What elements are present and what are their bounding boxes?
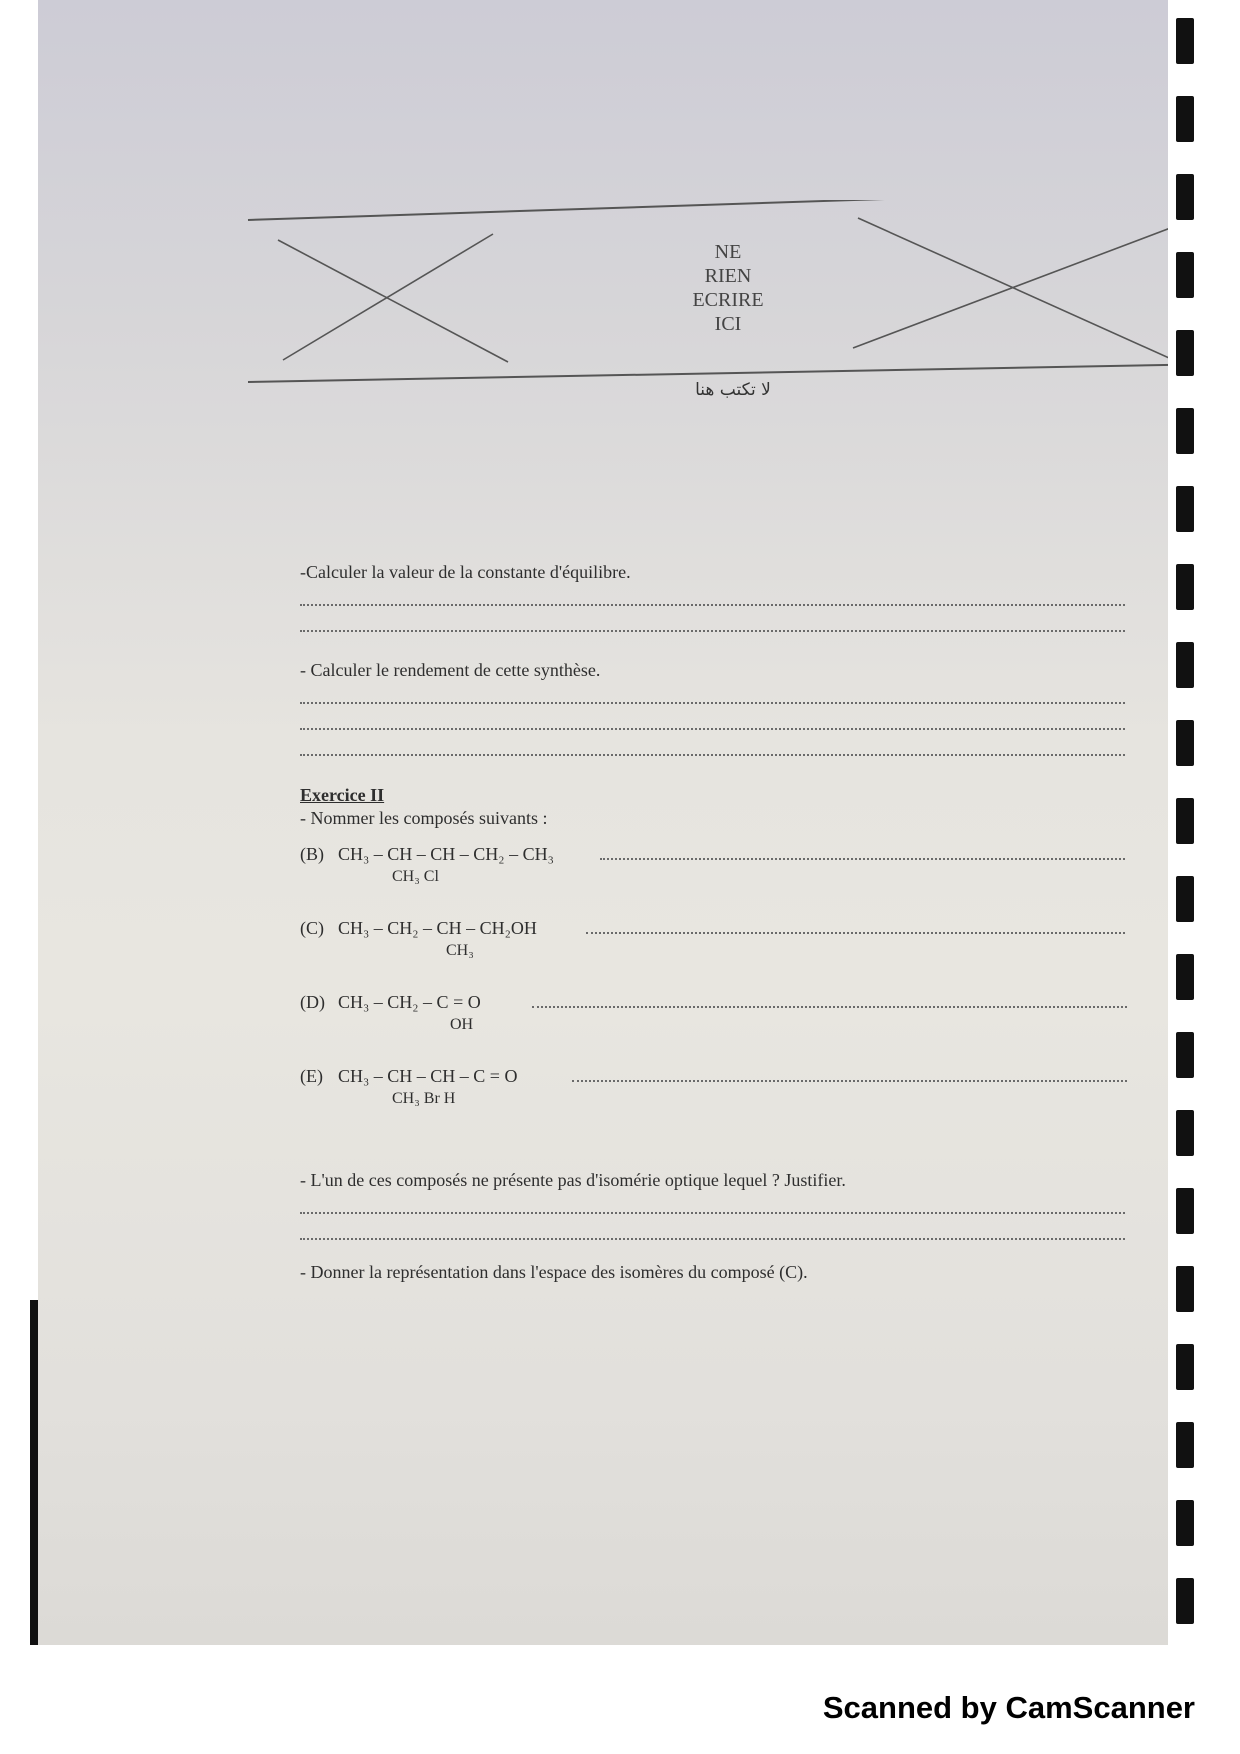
question-spatial-representation: - Donner la représentation dans l'espace des isomères du composé (C).	[300, 1262, 808, 1282]
compound-formula: CH₃ – CH – CH – C = O	[338, 1066, 518, 1086]
exercise-instruction: - Nommer les composés suivants :	[300, 808, 548, 828]
paper-sheet	[38, 0, 1206, 1645]
compound-d	[300, 992, 1180, 1054]
binding-ring	[1176, 174, 1194, 220]
compound-label: (D)	[300, 992, 325, 1012]
answer-line[interactable]	[300, 682, 1125, 704]
compound-label: (B)	[300, 844, 324, 864]
question-optical-isomerism: - L'un de ces composés ne présente pas d'isomérie optique lequel ? Justifier.	[300, 1170, 846, 1190]
scanner-watermark: Scanned by CamScanner	[822, 1690, 1195, 1725]
no-write-notice	[658, 240, 798, 336]
answer-line[interactable]	[572, 1080, 1127, 1082]
compound-branches: OH	[450, 1016, 474, 1033]
compound-branches: CH₃	[446, 942, 474, 959]
binding-ring	[1176, 876, 1194, 922]
binding-ring	[1176, 720, 1194, 766]
answer-line[interactable]	[586, 932, 1125, 934]
compound-formula: CH₃ – CH₂ – C = O	[338, 992, 481, 1012]
answer-line[interactable]	[300, 1192, 1125, 1214]
compound-branches: CH₃ Br H	[392, 1090, 456, 1107]
binding-ring	[1176, 408, 1194, 454]
compound-label: (E)	[300, 1066, 323, 1086]
binding-ring	[1176, 1578, 1194, 1624]
exercise-title: Exercice II	[300, 785, 385, 805]
binding-ring	[1176, 1422, 1194, 1468]
binding-ring	[1176, 954, 1194, 1000]
answer-line[interactable]	[300, 734, 1125, 756]
binding-ring	[1176, 18, 1194, 64]
binding-ring	[1176, 252, 1194, 298]
binding-ring	[1176, 1266, 1194, 1312]
notice-line: RIEN	[704, 265, 752, 287]
exam-content	[300, 560, 1180, 1284]
answer-line[interactable]	[300, 610, 1125, 632]
spiral-binding	[1168, 0, 1240, 1645]
binding-ring	[1176, 1500, 1194, 1546]
binding-ring	[1176, 1344, 1194, 1390]
answer-line[interactable]	[532, 1006, 1127, 1008]
binding-ring	[1176, 1188, 1194, 1234]
compound-b	[300, 844, 1180, 906]
notice-arabic: لا تكتب هنا	[695, 380, 771, 400]
answer-line[interactable]	[300, 584, 1125, 606]
binding-ring	[1176, 96, 1194, 142]
binding-ring	[1176, 798, 1194, 844]
answer-line[interactable]	[600, 858, 1125, 860]
notice-line: NE	[714, 241, 742, 263]
binding-ring	[1176, 330, 1194, 376]
no-write-zone	[238, 200, 1206, 440]
notice-line: ICI	[714, 313, 742, 335]
question-equilibrium-constant: -Calculer la valeur de la constante d'équilibre.	[300, 562, 631, 582]
compound-c	[300, 918, 1180, 980]
binding-ring	[1176, 642, 1194, 688]
compound-label: (C)	[300, 918, 324, 938]
binding-ring	[1176, 486, 1194, 532]
binding-ring	[1176, 1110, 1194, 1156]
answer-line[interactable]	[300, 1218, 1125, 1240]
compound-branches: CH₃ Cl	[392, 868, 439, 885]
notice-line: ECRIRE	[692, 289, 764, 311]
compound-formula: CH₃ – CH – CH – CH₂ – CH₃	[338, 844, 554, 864]
compound-formula: CH₃ – CH₂ – CH – CH₂OH	[338, 918, 537, 938]
compound-e	[300, 1066, 1180, 1128]
question-yield: - Calculer le rendement de cette synthèse.	[300, 660, 601, 680]
binding-ring	[1176, 1032, 1194, 1078]
binding-ring	[1176, 564, 1194, 610]
answer-line[interactable]	[300, 708, 1125, 730]
